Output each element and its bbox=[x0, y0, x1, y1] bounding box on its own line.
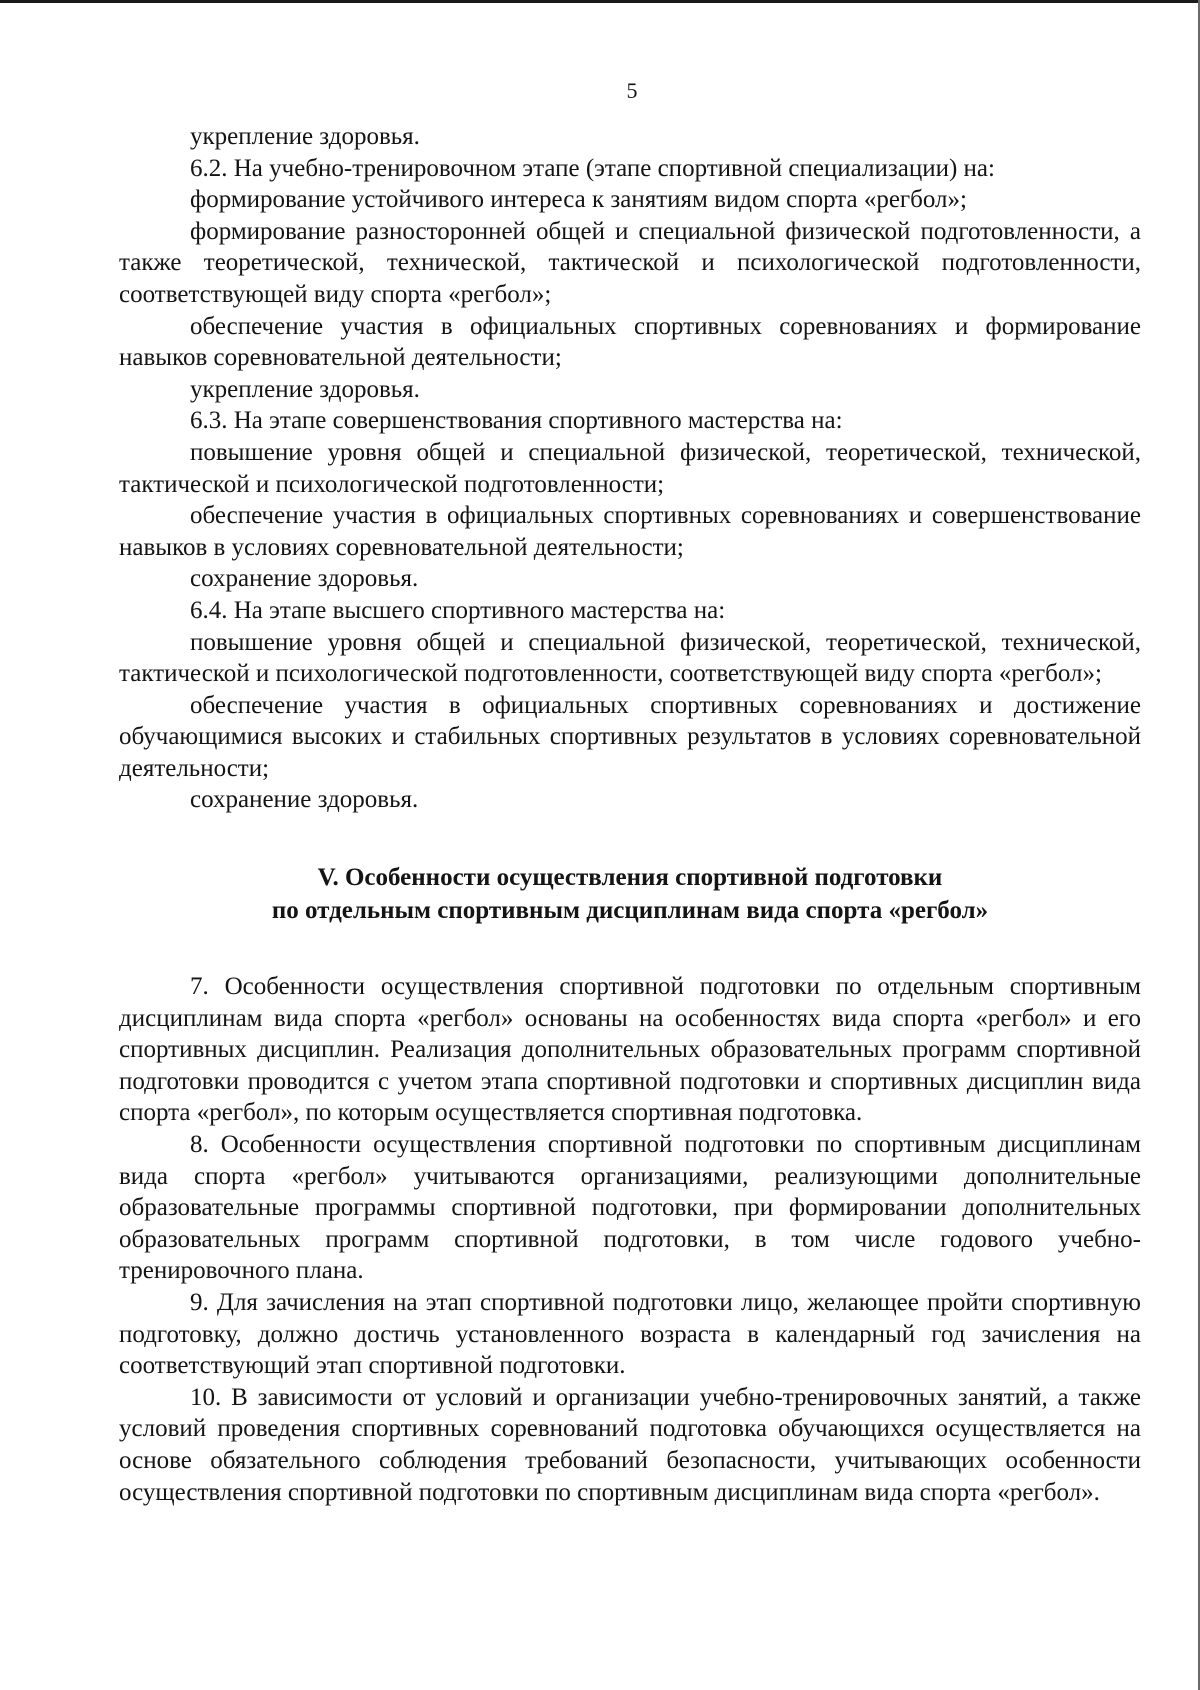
page-number: 5 bbox=[626, 78, 638, 103]
paragraph: повышение уровня общей и специальной физической, теоретической, технической, тактической и психологической подготовленности, соответствующей виду спорта «регбол»; bbox=[119, 628, 1141, 688]
paragraph: формирование разносторонней общей и специальной физической подготовленности, а также теоретической, технической, тактической и психологической подготовленности, соответствующей виду спорта «регбол»; bbox=[119, 217, 1141, 308]
paragraph: 10. В зависимости от условий и организации учебно-тренировочных занятий, а также условий проведения спортивных соревнований подготовка обучающихся осуществляется на основе обязательного соблюдения требований безопасности, учитывающих особенности осуществления спортивной подготовки по спортивным дисциплинам вида спорта «регбол». bbox=[119, 1383, 1141, 1506]
paragraph: 9. Для зачисления на этап спортивной подготовки лицо, желающее пройти спортивную подготовку, должно достичь установленного возраста в календарный год зачисления на соответствующий этап спортивной подготовки. bbox=[119, 1289, 1141, 1380]
section-heading-line: V. Особенности осуществления спортивной подготовки bbox=[317, 864, 943, 892]
paragraph: укрепление здоровья. bbox=[190, 123, 420, 150]
section-heading bbox=[119, 861, 1141, 927]
document-body bbox=[119, 121, 1141, 1508]
paragraph: 6.2. На учебно-тренировочном этапе (этапе спортивной специализации) на: bbox=[190, 154, 995, 182]
section-heading-line: по отдельным спортивным дисциплинам вида спорта «регбол» bbox=[271, 897, 989, 925]
paragraph: обеспечение участия в официальных спортивных соревнованиях и совершенствование навыков в условиях соревновательной деятельности; bbox=[119, 502, 1141, 561]
paragraph: 7. Особенности осуществления спортивной подготовки по отдельным спортивным дисциплинам вида спорта «регбол» основаны на особенностях вида спорта «регбол» и его спортивных дисциплин. Реализация дополнительных образовательных программ спортивной подготовки проводится с учетом этапа спортивной подготовки и спортивных дисциплин вида спорта «регбол», по которым осуществляется спортивная подготовка. bbox=[119, 973, 1141, 1127]
paragraph: обеспечение участия в официальных спортивных соревнованиях и формирование навыков соревновательной деятельности; bbox=[119, 312, 1141, 372]
paragraph: 6.4. На этапе высшего спортивного мастерства на: bbox=[190, 596, 726, 624]
paragraph: обеспечение участия в официальных спортивных соревнованиях и достижение обучающимися высоких и стабильных спортивных результатов в условиях соревновательной деятельности; bbox=[119, 691, 1141, 782]
paragraph: сохранение здоровья. bbox=[190, 565, 419, 593]
paragraph: 6.3. На этапе совершенствования спортивного мастерства на: bbox=[190, 407, 843, 435]
paragraph: сохранение здоровья. bbox=[190, 786, 419, 814]
paragraph: 8. Особенности осуществления спортивной подготовки по спортивным дисциплинам вида спорта «регбол» учитываются организациями, реализующими дополнительные образовательные программы спортивной подготовки, при формировании дополнительных образовательных программ спортивной подготовки, в том числе годового учебно-тренировочного плана. bbox=[119, 1131, 1141, 1285]
paragraph: формирование устойчивого интереса к занятиям видом спорта «регбол»; bbox=[190, 186, 967, 214]
scan-top-edge bbox=[0, 0, 1200, 3]
paragraph: укрепление здоровья. bbox=[190, 375, 420, 403]
paragraph: повышение уровня общей и специальной физической, теоретической, технической, тактической и психологической подготовленности; bbox=[119, 438, 1141, 498]
